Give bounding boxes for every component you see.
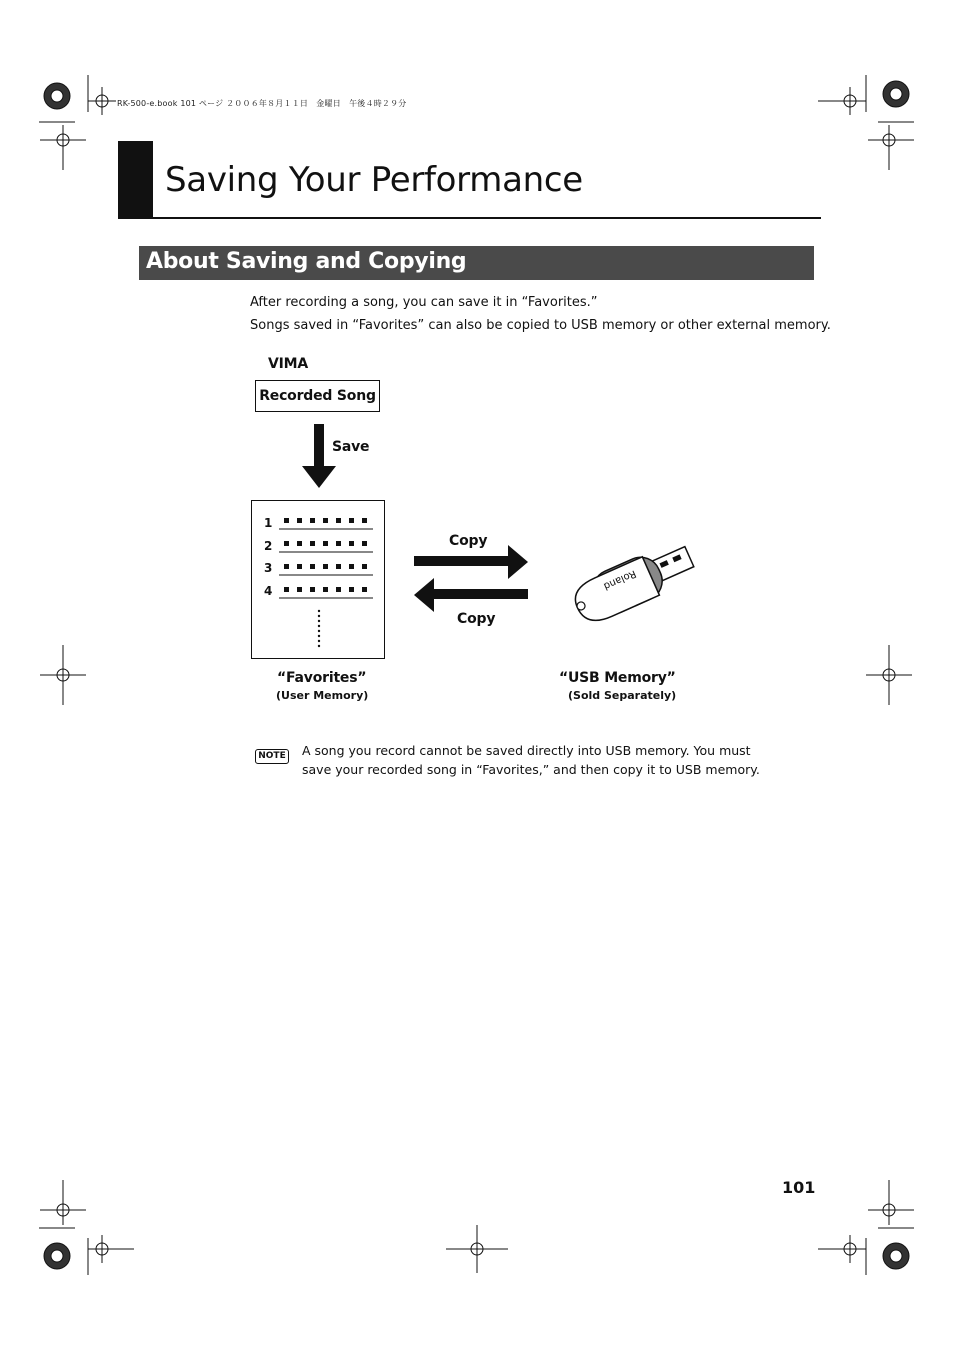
section-title: About Saving and Copying [146,249,467,274]
save-label: Save [332,439,370,455]
favorites-sublabel: (User Memory) [276,689,369,702]
page-title: Saving Your Performance [165,160,583,200]
slot-number: 4 [264,584,273,598]
recorded-song-box [255,380,380,412]
favorites-memory-box [251,500,385,659]
slot-number: 3 [264,561,273,575]
print-header-note: RK-500-e.book 101 ページ ２００６年８月１１日 金曜日 午後４時２９分 [117,99,407,108]
note-text: A song you record cannot be saved directly into USB memory. You must save your recorded song in “Favorites,” and then copy it to USB memory. [302,743,760,777]
usb-memory-illustration [563,535,703,635]
usb-memory-sublabel: (Sold Separately) [568,689,677,702]
intro-line-2: Songs saved in “Favorites” can also be copied to USB memory or other external memory. [250,318,831,333]
usb-memory-label: “USB Memory” [559,670,676,686]
page-number: 101 [782,1178,816,1197]
title-accent-bar [118,141,153,219]
usb-brand-text: Roland [601,567,638,592]
slot-number: 2 [264,539,273,553]
slot-rows [252,501,386,660]
vima-label: VIMA [268,356,309,372]
favorites-label: “Favorites” [277,670,367,686]
copy-to-usb-label: Copy [449,533,488,549]
copy-left-arrow [412,576,532,616]
note-badge: NOTE [255,749,289,764]
recorded-song-label: Recorded Song [259,388,376,404]
copy-from-usb-label: Copy [457,611,496,627]
intro-line-1: After recording a song, you can save it in “Favorites.” [250,295,598,310]
title-underline [118,217,821,219]
save-arrow [300,424,340,494]
slot-number: 1 [264,516,273,530]
